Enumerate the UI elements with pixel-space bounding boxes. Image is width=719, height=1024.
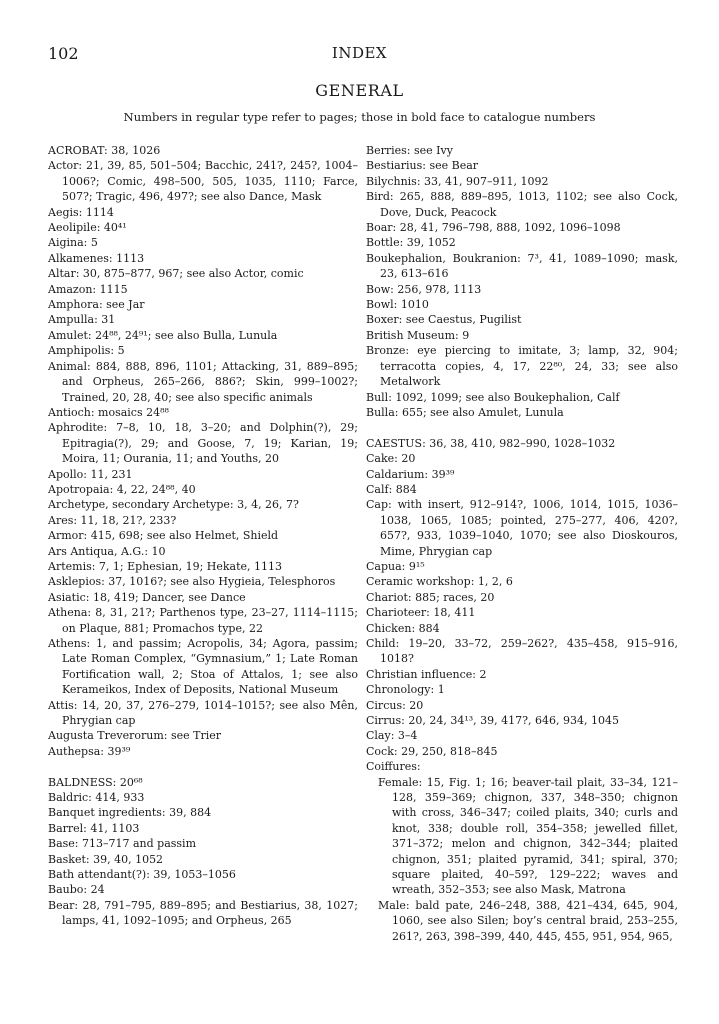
index-entry: Christian influence: 2 bbox=[366, 667, 487, 681]
index-entry: Actor: 21, 39, 85, 501–504; Bacchic, 241?, 245?, 1004–1006?; Comic, 498–500, 505, 1035, 1110; Farce, 507?; Tragic, 496, 497?; see also Dance, Mask bbox=[48, 159, 358, 204]
index-entry: Amulet: 24⁸⁸, 24⁹¹; see also Bulla, Lunula bbox=[48, 328, 278, 342]
index-entry: Chariot: 885; races, 20 bbox=[366, 590, 495, 604]
index-entry: Caldarium: 39³⁹ bbox=[366, 467, 455, 481]
index-entry: Coiffures: bbox=[366, 760, 421, 774]
index-entry: CAESTUS: 36, 38, 410, 982–990, 1028–1032 bbox=[366, 436, 616, 450]
index-entry: Bronze: eye piercing to imitate, 3; lamp, 32, 904; terracotta copies, 4, 17, 22⁸⁰, 24, 33; see also Metalwork bbox=[366, 344, 678, 389]
index-entry: Bilychnis: 33, 41, 907–911, 1092 bbox=[366, 174, 549, 188]
index-entry: Baubo: 24 bbox=[48, 883, 105, 897]
index-entry: Aeolipile: 40⁴¹ bbox=[48, 221, 127, 235]
index-entry: Ampulla: 31 bbox=[48, 313, 116, 327]
index-entry: Clay: 3–4 bbox=[366, 729, 418, 743]
index-entry: Animal: 884, 888, 896, 1101; Attacking, 31, 889–895; and Orpheus, 265–266, 886?; Skin, 999–1002?; Trained, 20, 28, 40; see also specific animals bbox=[48, 359, 358, 404]
index-column-left bbox=[48, 143, 358, 929]
index-entry: Artemis: 7, 1; Ephesian, 19; Hekate, 1113 bbox=[48, 559, 283, 573]
index-entry: Amazon: 1115 bbox=[48, 282, 128, 296]
index-entry: ACROBAT: 38, 1026 bbox=[48, 144, 161, 157]
index-entry: Apotropaia: 4, 22, 24⁸⁸, 40 bbox=[48, 482, 196, 496]
index-entry: Altar: 30, 875–877, 967; see also Actor, comic bbox=[48, 267, 304, 281]
index-entry: Calf: 884 bbox=[366, 482, 417, 496]
index-entry: Aegis: 1114 bbox=[48, 205, 114, 219]
index-entry: Archetype, secondary Archetype: 3, 4, 26, 7? bbox=[48, 498, 299, 512]
index-entry: Base: 713–717 and passim bbox=[48, 837, 197, 851]
subtitle: Numbers in regular type refer to pages; those in bold face to catalogue numbers bbox=[123, 110, 596, 124]
index-entry: Bow: 256, 978, 1113 bbox=[366, 282, 482, 296]
index-entry: Baldric: 414, 933 bbox=[48, 791, 145, 805]
index-entry: Berries: see Ivy bbox=[366, 144, 453, 157]
index-entry: Cap: with insert, 912–914?, 1006, 1014, 1015, 1036–1038, 1065, 1085; pointed, 275–277, 406, 420?, 657?, 933, 1039–1040, 1070; see also Dioskouros, Mime, Phrygian cap bbox=[366, 498, 678, 558]
entry-gap bbox=[48, 759, 358, 774]
index-entry: Charioteer: 18, 411 bbox=[366, 606, 476, 620]
index-entry: British Museum: 9 bbox=[366, 328, 470, 342]
index-entry: Ares: 11, 18, 21?, 233? bbox=[48, 513, 177, 527]
index-entry: Bottle: 39, 1052 bbox=[366, 236, 456, 250]
index-entry: Asiatic: 18, 419; Dancer, see Dance bbox=[48, 590, 246, 604]
index-entry: Ceramic workshop: 1, 2, 6 bbox=[366, 575, 513, 589]
index-entry: Asklepios: 37, 1016?; see also Hygieia, Telesphoros bbox=[48, 575, 336, 589]
index-entry: Barrel: 41, 1103 bbox=[48, 821, 140, 835]
index-entry: Bestiarius: see Bear bbox=[366, 159, 479, 173]
index-entry: Aigina: 5 bbox=[48, 236, 98, 250]
index-entry: Athena: 8, 31, 21?; Parthenos type, 23–27, 1114–1115; on Plaque, 881; Promachos type, 22 bbox=[48, 606, 358, 635]
index-entry: Authepsa: 39³⁹ bbox=[48, 744, 131, 758]
index-entry: Child: 19–20, 33–72, 259–262?, 435–458, 915–916, 1018? bbox=[366, 636, 678, 666]
index-entry: Athens: 1, and passim; Acropolis, 34; Agora, passim; Late Roman Complex, “Gymnasium,” 1; Late Roman Fortification wall, 2; Stoa of Attalos, 1; see also Kerameikos, Index of Deposits, National Museum bbox=[48, 637, 358, 697]
entry-gap bbox=[366, 420, 678, 435]
index-entry: Bear: 28, 791–795, 889–895; and Bestiarius, 38, 1027; lamps, 41, 1092–1095; and Orpheus, 265 bbox=[48, 898, 358, 928]
index-entry: Chicken: 884 bbox=[366, 621, 440, 635]
index-entry: Chronology: 1 bbox=[366, 683, 445, 697]
index-entry: Ars Antiqua, A.G.: 10 bbox=[48, 544, 166, 558]
section-title: GENERAL bbox=[315, 81, 404, 100]
index-entry: Aphrodite: 7–8, 10, 18, 3–20; and Dolphin(?), 29; Epitragia(?), 29; and Goose, 7, 19; Karian, 19; Moira, 11; Ourania, 11; and Youths, 20 bbox=[48, 421, 358, 466]
index-entry: Banquet ingredients: 39, 884 bbox=[48, 806, 212, 820]
index-entry: Bowl: 1010 bbox=[366, 298, 429, 312]
index-entry: Antioch: mosaics 24⁸⁸ bbox=[48, 405, 169, 419]
index-entry: Female: 15, Fig. 1; 16; beaver-tail plait, 33–34, 121–128, 359–369; chignon, 337, 348–350; chignon with cross, 346–347; coiled plaits, 340; curls and knot, 338; double roll, 354–358; jewelled fillet, 371–372; melon and chignon, 342–344; plaited chignon, 351; plaited pyramid, 341; spiral, 370; square plaited, 40–59?, 129–222; waves and wreath, 352–353; see also Mask, Matrona bbox=[378, 775, 678, 897]
index-entry: Cock: 29, 250, 818–845 bbox=[366, 744, 498, 758]
index-entry: Alkamenes: 1113 bbox=[48, 251, 145, 265]
index-entry: Amphora: see Jar bbox=[48, 298, 145, 312]
index-entry: Attis: 14, 20, 37, 276–279, 1014–1015?; see also Mên, Phrygian cap bbox=[48, 698, 358, 728]
index-entry: Bird: 265, 888, 889–895, 1013, 1102; see also Cock, Dove, Duck, Peacock bbox=[366, 190, 678, 219]
index-entry: Capua: 9¹⁵ bbox=[366, 559, 425, 573]
index-entry: Boukephalion, Boukranion: 7³, 41, 1089–1090; mask, 23, 613–616 bbox=[366, 251, 678, 281]
index-entry: Armor: 415, 698; see also Helmet, Shield bbox=[48, 529, 279, 543]
index-entry: Boxer: see Caestus, Pugilist bbox=[366, 313, 522, 327]
index-entry: Bull: 1092, 1099; see also Boukephalion, Calf bbox=[366, 390, 620, 404]
index-entry: Amphipolis: 5 bbox=[48, 344, 125, 358]
running-head: INDEX bbox=[331, 44, 388, 62]
index-column-right bbox=[366, 143, 678, 944]
index-entry: BALDNESS: 20⁶⁸ bbox=[48, 775, 143, 789]
index-entry: Circus: 20 bbox=[366, 698, 424, 712]
index-entry: Male: bald pate, 246–248, 388, 421–434, 645, 904, 1060, see also Silen; boy’s central braid, 253–255, 261?, 263, 398–399, 440, 445, 455, 951, 954, 965, bbox=[378, 898, 678, 943]
index-entry: Boar: 28, 41, 796–798, 888, 1092, 1096–1098 bbox=[366, 221, 621, 235]
index-entry: Cirrus: 20, 24, 34¹³, 39, 417?, 646, 934, 1045 bbox=[366, 714, 620, 728]
page-number: 102 bbox=[48, 44, 79, 63]
index-entry: Bulla: 655; see also Amulet, Lunula bbox=[366, 405, 564, 419]
index-entry: Basket: 39, 40, 1052 bbox=[48, 852, 164, 866]
index-entry: Augusta Treverorum: see Trier bbox=[48, 729, 222, 743]
index-entry: Cake: 20 bbox=[366, 452, 416, 466]
index-entry: Bath attendant(?): 39, 1053–1056 bbox=[48, 868, 236, 882]
index-entry: Apollo: 11, 231 bbox=[48, 467, 133, 481]
